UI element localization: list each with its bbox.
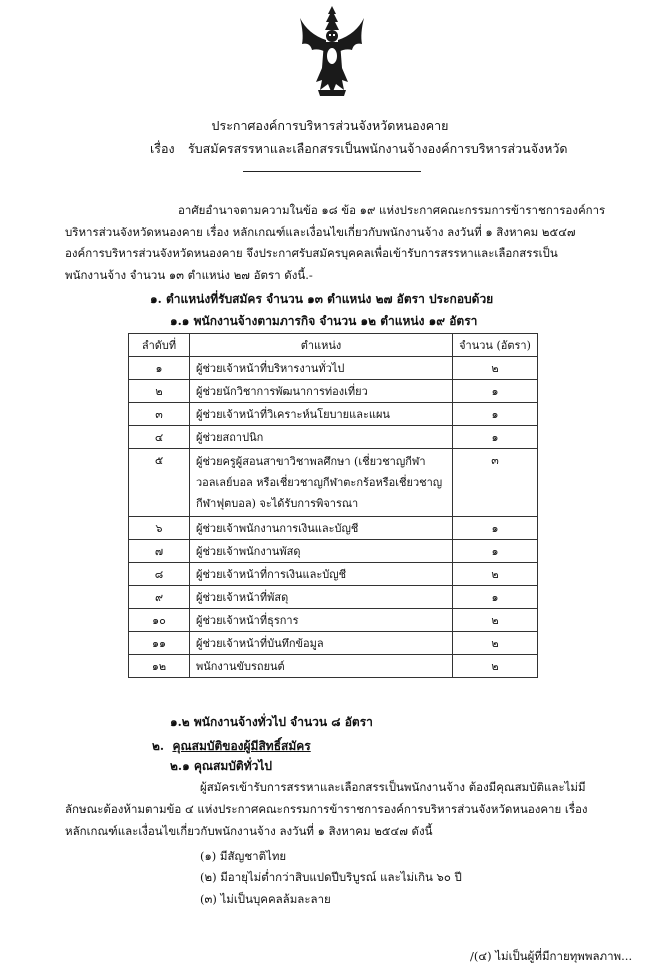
row-count: ๑ — [453, 517, 538, 540]
row-count: ๒ — [453, 357, 538, 380]
qualification-item: (๑) มีสัญชาติไทย — [200, 849, 287, 863]
subject-line — [150, 139, 568, 159]
row-position: ผู้ช่วยครูผู้สอนสาขาวิชาพลศึกษา (เชี่ยวชาญกีฬาวอลเลย์บอล หรือเชี่ยวชาญกีฬาตะกร้อหรือเชี่ยวชาญกีฬาฟุตบอล) จะได้รับการพิจารณา — [190, 449, 453, 517]
qualification-item: (๒) มีอายุไม่ต่ำกว่าสิบแปดปีบริบูรณ์ และไม่เกิน ๖๐ ปี — [200, 870, 462, 884]
intro-line-4: พนักงานจ้าง จำนวน ๑๓ ตำแหน่ง ๒๗ อัตรา ดังนี้.- — [65, 268, 313, 282]
row-no: ๒ — [129, 380, 190, 403]
row-count: ๒ — [453, 563, 538, 586]
row-position: ผู้ช่วยเจ้าหน้าที่พัสดุ — [190, 586, 453, 609]
table-header-row — [129, 334, 538, 357]
section-1-1-heading: ๑.๑ พนักงานจ้างตามภารกิจ จำนวน ๑๒ ตำแหน่ง ๑๙ อัตรา — [170, 314, 478, 328]
row-position: ผู้ช่วยเจ้าหน้าที่วิเคราะห์นโยบายและแผน — [190, 403, 453, 426]
row-count: ๓ — [453, 449, 538, 517]
table-row — [129, 426, 538, 449]
row-no: ๑๒ — [129, 655, 190, 678]
row-no: ๔ — [129, 426, 190, 449]
table-row — [129, 380, 538, 403]
row-no: ๓ — [129, 403, 190, 426]
row-no: ๑๑ — [129, 632, 190, 655]
col-header-no: ลำดับที่ — [129, 334, 190, 357]
table-row — [129, 609, 538, 632]
row-count: ๒ — [453, 632, 538, 655]
qualification-line-3: หลักเกณฑ์และเงื่อนไขเกี่ยวกับพนักงานจ้าง ลงวันที่ ๑ สิงหาคม ๒๕๔๗ ดังนี้ — [65, 824, 433, 838]
row-count: ๑ — [453, 540, 538, 563]
row-position: ผู้ช่วยเจ้าพนักงานพัสดุ — [190, 540, 453, 563]
row-no: ๘ — [129, 563, 190, 586]
table-row — [129, 655, 538, 678]
row-count: ๒ — [453, 609, 538, 632]
row-no: ๙ — [129, 586, 190, 609]
continuation-note: /(๔) ไม่เป็นผู้ที่มีกายทุพพลภาพ... — [470, 949, 633, 963]
qualification-line-2: ลักษณะต้องห้ามตามข้อ ๔ แห่งประกาศคณะกรรมการข้าราชการองค์การบริหารส่วนจังหวัดหนองคาย เรื่อง — [65, 802, 588, 816]
row-position: ผู้ช่วยเจ้าหน้าที่บริหารงานทั่วไป — [190, 357, 453, 380]
table-row — [129, 540, 538, 563]
row-position: ผู้ช่วยนักวิชาการพัฒนาการท่องเที่ยว — [190, 380, 453, 403]
qualification-item: (๓) ไม่เป็นบุคคลล้มละลาย — [200, 892, 331, 906]
col-header-position: ตำแหน่ง — [190, 334, 453, 357]
row-no: ๗ — [129, 540, 190, 563]
section-2-heading — [152, 737, 311, 756]
row-no: ๑๐ — [129, 609, 190, 632]
intro-line-3: องค์การบริหารส่วนจังหวัดหนองคาย จึงประกาศรับสมัครบุคคลเพื่อเข้ารับการสรรหาและเลือกสรรเป็น — [65, 246, 558, 260]
row-position: พนักงานขับรถยนต์ — [190, 655, 453, 678]
section-1-2-heading: ๑.๒ พนักงานจ้างทั่วไป จำนวน ๘ อัตรา — [170, 715, 373, 729]
row-no: ๕ — [129, 449, 190, 517]
row-position: ผู้ช่วยเจ้าหน้าที่บันทึกข้อมูล — [190, 632, 453, 655]
table-row — [129, 632, 538, 655]
table-row — [129, 449, 538, 517]
table-row — [129, 357, 538, 380]
row-count: ๑ — [453, 380, 538, 403]
row-position: ผู้ช่วยเจ้าหน้าที่การเงินและบัญชี — [190, 563, 453, 586]
row-no: ๑ — [129, 357, 190, 380]
intro-line-2: บริหารส่วนจังหวัดหนองคาย เรื่อง หลักเกณฑ์และเงื่อนไขเกี่ยวกับพนักงานจ้าง ลงวันที่ ๑ สิงหาคม ๒๕๔๗ — [65, 225, 576, 239]
announcement-title: ประกาศองค์การบริหารส่วนจังหวัดหนองคาย — [211, 118, 449, 133]
table-row — [129, 517, 538, 540]
positions-table — [128, 333, 538, 678]
row-position: ผู้ช่วยเจ้าพนักงานการเงินและบัญชี — [190, 517, 453, 540]
subject-text: รับสมัครสรรหาและเลือกสรรเป็นพนักงานจ้างองค์การบริหารส่วนจังหวัด — [188, 141, 568, 156]
row-position: ผู้ช่วยสถาปนิก — [190, 426, 453, 449]
row-count: ๑ — [453, 586, 538, 609]
table-row — [129, 403, 538, 426]
subject-label: เรื่อง — [150, 141, 175, 156]
row-count: ๑ — [453, 403, 538, 426]
section-2-number: ๒. — [152, 739, 165, 753]
col-header-count: จำนวน (อัตรา) — [453, 334, 538, 357]
table-row — [129, 586, 538, 609]
garuda-emblem-icon — [298, 4, 366, 100]
section-1-heading: ๑. ตำแหน่งที่รับสมัคร จำนวน ๑๓ ตำแหน่ง ๒๗ อัตรา ประกอบด้วย — [150, 292, 494, 306]
row-position: ผู้ช่วยเจ้าหน้าที่ธุรการ — [190, 609, 453, 632]
intro-line-1: อาศัยอำนาจตามความในข้อ ๑๘ ข้อ ๑๙ แห่งประกาศคณะกรรมการข้าราชการองค์การ — [178, 203, 606, 217]
title-divider — [243, 171, 421, 172]
row-count: ๑ — [453, 426, 538, 449]
row-no: ๖ — [129, 517, 190, 540]
section-2-1-heading: ๒.๑ คุณสมบัติทั่วไป — [170, 759, 272, 773]
table-row — [129, 563, 538, 586]
row-count: ๒ — [453, 655, 538, 678]
qualification-line-1: ผู้สมัครเข้ารับการสรรหาและเลือกสรรเป็นพนักงานจ้าง ต้องมีคุณสมบัติและไม่มี — [200, 780, 586, 794]
section-2-title: คุณสมบัติของผู้มีสิทธิ์สมัคร — [172, 739, 311, 753]
